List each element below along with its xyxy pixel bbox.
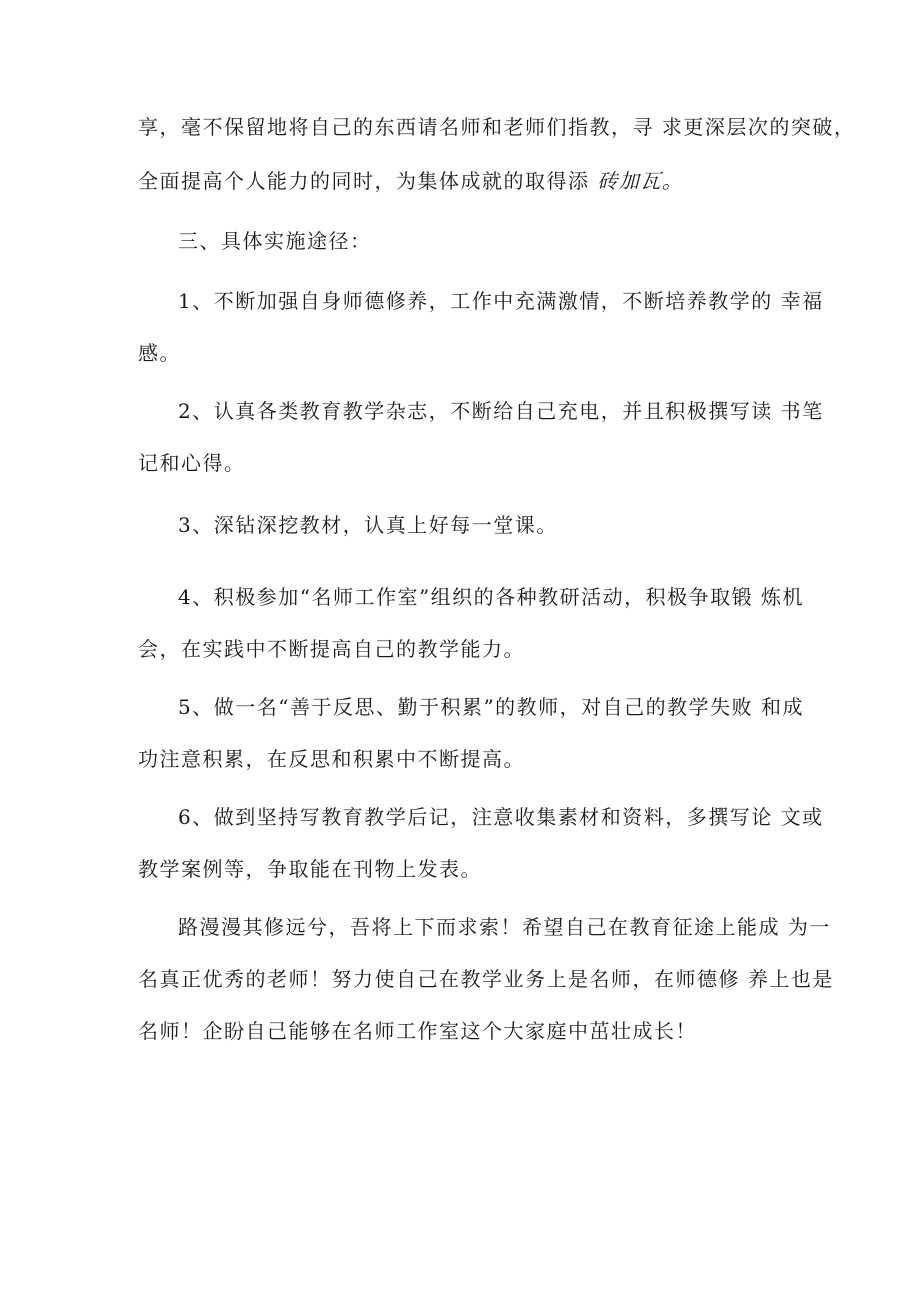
item-5-line-1: 5、做一名“善于反思、勤于积累”的教师，对自己的教学失败 和成 — [178, 695, 805, 719]
item-1-line-2: 感。 — [138, 341, 181, 365]
item-4-line-1: 4、积极参加“名师工作室”组织的各种教研活动，积极争取锻 炼机 — [178, 585, 805, 609]
paragraph-1-line-2-text: 全面提高个人能力的同时，为集体成就的取得添 — [138, 169, 598, 193]
closing-line-2: 名真正优秀的老师！努力使自己在教学业务上是名师，在师德修 养上也是 — [138, 967, 834, 991]
section-heading: 三、具体实施途径： — [178, 229, 372, 253]
paragraph-1-italic-tail: 砖加瓦。 — [597, 169, 684, 193]
paragraph-1-line-2 — [138, 168, 790, 194]
item-6-line-1: 6、做到坚持写教育教学后记，注意收集素材和资料，多撰写论 文或 — [178, 805, 824, 829]
item-6-line-2: 教学案例等，争取能在刊物上发表。 — [138, 857, 482, 881]
item-1-line-1: 1、不断加强自身师德修养，工作中充满激情，不断培养教学的 幸福 — [178, 289, 824, 313]
item-2-line-2: 记和心得。 — [138, 451, 246, 475]
item-5-line-2: 功注意积累，在反思和积累中不断提高。 — [138, 747, 525, 771]
paragraph-1-line-1: 享，毫不保留地将自己的东西请名师和老师们指教，寻 求更深层次的突破， — [138, 115, 856, 139]
closing-line-1: 路漫漫其修远兮，吾将上下而求索！希望自己在教育征途上能成 为一 — [178, 915, 831, 939]
item-3-line-1: 3、深钻深挖教材，认真上好每一堂课。 — [178, 513, 558, 537]
item-2-line-1: 2、认真各类教育教学杂志，不断给自己充电，并且积极撰写读 书笔 — [178, 399, 824, 423]
item-4-line-2: 会，在实践中不断提高自己的教学能力。 — [138, 637, 525, 661]
closing-line-3: 名师！企盼自己能够在名师工作室这个大家庭中茁壮成长！ — [138, 1019, 697, 1043]
